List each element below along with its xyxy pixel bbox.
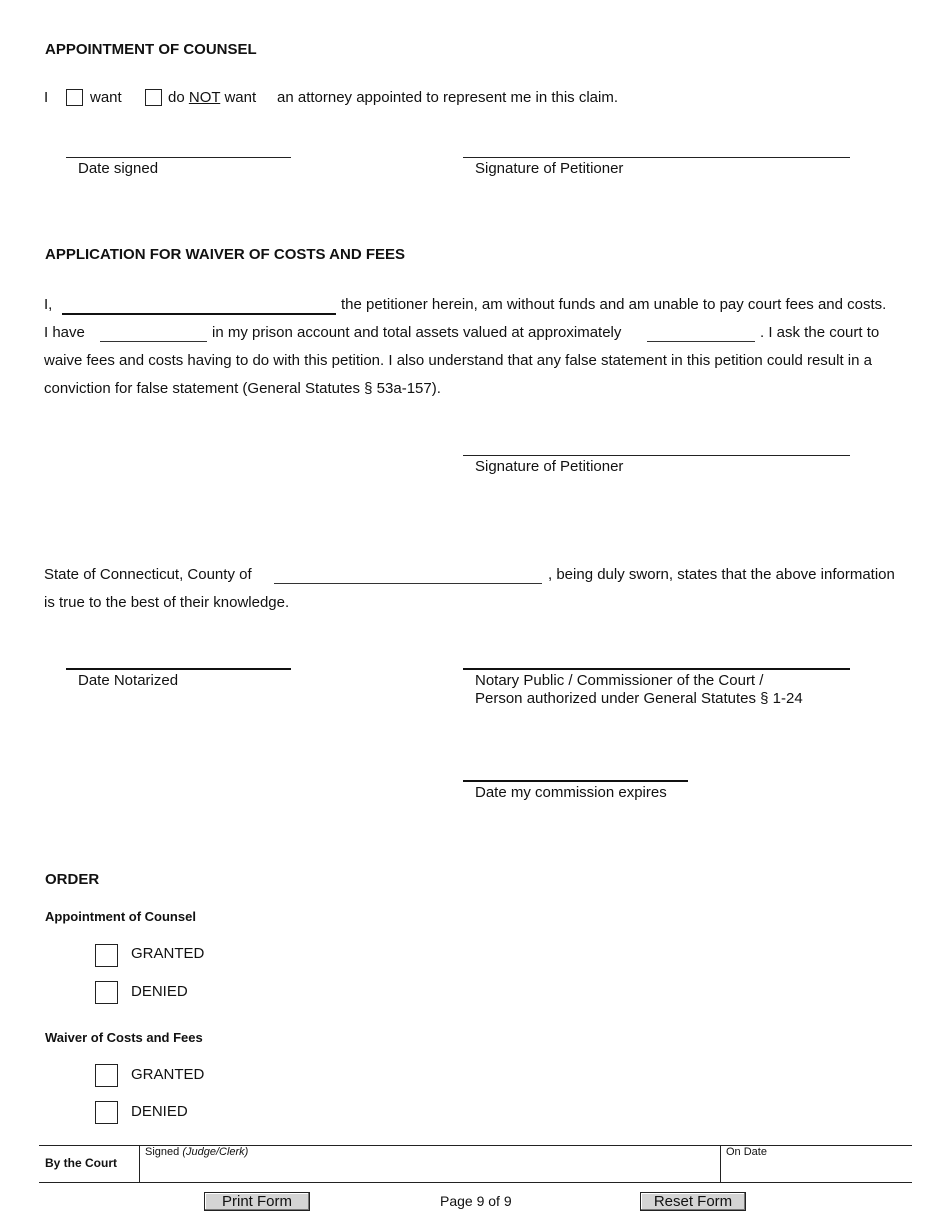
waiver-denied-checkbox[interactable] [95,1101,118,1124]
waiver-heading: APPLICATION FOR WAIVER OF COSTS AND FEES [45,246,406,263]
waiver-signature-line[interactable] [463,455,850,456]
waiver-signature-label: Signature of Petitioner [475,458,624,475]
order-heading: ORDER [45,871,100,888]
waiver-line2-c: . I ask the court to [760,324,880,341]
county-field[interactable] [274,583,542,584]
notary-line2: is true to the best of their knowledge. [44,594,290,611]
judge-signature-field[interactable] [141,1160,719,1181]
counsel-granted-checkbox[interactable] [95,944,118,967]
waiver-granted-checkbox[interactable] [95,1064,118,1087]
want-checkbox[interactable] [66,89,83,106]
page-number: Page 9 of 9 [440,1193,512,1209]
counsel-signature-label: Signature of Petitioner [475,160,624,177]
counsel-i-label: I [44,89,49,106]
date-signed-label: Date signed [78,160,159,177]
notary-line1-a: State of Connecticut, County of [44,566,252,583]
waiver-line4: conviction for false statement (General Statutes § 53a-157). [44,380,441,397]
print-form-button[interactable]: Print Form [204,1192,310,1211]
notary-title-line2: Person authorized under General Statutes § 1-24 [475,690,803,707]
not-text: NOT [188,89,221,106]
notary-line1-b: , being duly sworn, states that the above information [548,566,895,583]
signed-label [145,1146,248,1158]
want2-text: want [224,89,257,106]
on-date-label: On Date [726,1146,767,1158]
waiver-line2-b: in my prison account and total assets valued at approximately [212,324,622,341]
date-notarized-label: Date Notarized [78,672,179,689]
do-not-want-label [168,89,256,106]
by-the-court-label: By the Court [45,1156,117,1170]
on-date-field[interactable] [722,1160,910,1181]
signed-text: Signed [145,1146,180,1158]
reset-form-button[interactable]: Reset Form [640,1192,746,1211]
waiver-line1-prefix: I, [44,296,53,313]
commission-expires-line[interactable] [463,780,688,782]
petitioner-name-field[interactable] [62,313,336,315]
date-notarized-line[interactable] [66,668,291,670]
want-label: want [90,89,122,106]
court-table-divider-2 [720,1145,721,1183]
court-table-divider-1 [139,1145,140,1183]
waiver-line2-a: I have [44,324,85,341]
waiver-line1-suffix: the petitioner herein, am without funds and am unable to pay court fees and costs. [341,296,887,313]
counsel-heading: APPOINTMENT OF COUNSEL [45,41,257,58]
counsel-granted-label: GRANTED [131,945,205,962]
total-assets-field[interactable] [647,341,755,342]
waiver-granted-label: GRANTED [131,1066,205,1083]
counsel-denied-label: DENIED [131,983,188,1000]
do-not-want-checkbox[interactable] [145,89,162,106]
prison-account-field[interactable] [100,341,207,342]
counsel-statement: an attorney appointed to represent me in this claim. [277,89,619,106]
order-waiver-subheading: Waiver of Costs and Fees [45,1030,203,1045]
court-table-bottom-border [39,1182,912,1183]
waiver-denied-label: DENIED [131,1103,188,1120]
waiver-line3: waive fees and costs having to do with this petition. I also understand that any false statement in this petition could result in a [44,352,872,369]
notary-title-line1: Notary Public / Commissioner of the Court / [475,672,764,689]
judge-clerk-text: (Judge/Clerk) [182,1146,249,1158]
commission-expires-label: Date my commission expires [475,784,667,801]
counsel-denied-checkbox[interactable] [95,981,118,1004]
do-text: do [168,89,185,106]
counsel-signature-line[interactable] [463,157,850,158]
date-signed-line[interactable] [66,157,291,158]
order-counsel-subheading: Appointment of Counsel [45,909,196,924]
notary-signature-line[interactable] [463,668,850,670]
